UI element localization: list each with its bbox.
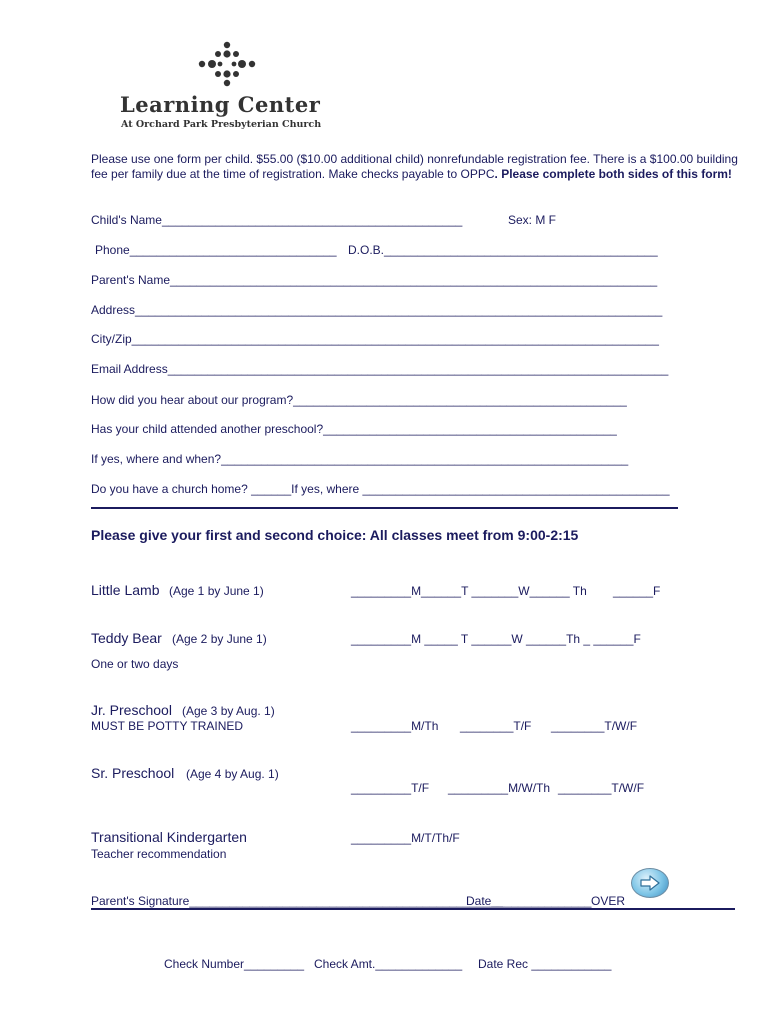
logo-title: Learning Center bbox=[120, 92, 321, 117]
hear-about-field[interactable]: How did you hear about our program?__________________________________________________ bbox=[91, 393, 627, 407]
parent-name-field[interactable]: Parent's Name_________________________________________________________________________ bbox=[91, 273, 658, 287]
class-note-transitional-kindergarten: Teacher recommendation bbox=[91, 847, 227, 861]
over-label: OVER bbox=[591, 894, 626, 908]
attended-preschool-field[interactable]: Has your child attended another preschool?____________________________________________ bbox=[91, 422, 617, 436]
signature-date-field[interactable]: Date_______________ bbox=[466, 894, 592, 908]
flower-logo-icon bbox=[198, 40, 256, 88]
date-received-field[interactable]: Date Rec ____________ bbox=[478, 957, 612, 971]
arrow-right-icon bbox=[639, 875, 661, 891]
church-home-field[interactable]: Do you have a church home? ______If yes, where ______________________________________________ bbox=[91, 482, 670, 496]
child-name-field[interactable]: Child's Name_____________________________________________ bbox=[91, 213, 463, 227]
class-name-transitional-kindergarten: Transitional Kindergarten bbox=[91, 829, 247, 845]
where-when-field[interactable]: If yes, where and when?_____________________________________________________________ bbox=[91, 452, 629, 466]
signature-divider bbox=[91, 908, 735, 910]
check-number-field[interactable]: Check Number_________ bbox=[164, 957, 305, 971]
class-age-jr-preschool: (Age 3 by Aug. 1) bbox=[182, 704, 275, 718]
jr-preschool-twf-option[interactable]: ________T/W/F bbox=[551, 719, 638, 733]
sr-preschool-twf-option[interactable]: ________T/W/F bbox=[558, 781, 645, 795]
intro-paragraph bbox=[91, 152, 741, 182]
class-age-little-lamb: (Age 1 by June 1) bbox=[169, 584, 264, 598]
address-field[interactable]: Address_______________________________________________________________________________ bbox=[91, 303, 663, 317]
jr-preschool-mth-option[interactable]: _________M/Th bbox=[351, 719, 439, 733]
class-note-teddy-bear: One or two days bbox=[91, 657, 179, 671]
little-lamb-friday-option[interactable]: ______F bbox=[613, 584, 661, 598]
class-age-sr-preschool: (Age 4 by Aug. 1) bbox=[186, 767, 279, 781]
sr-preschool-tf-option[interactable]: _________T/F bbox=[351, 781, 430, 795]
phone-field[interactable]: Phone_______________________________ bbox=[95, 243, 337, 257]
class-note-jr-preschool: MUST BE POTTY TRAINED bbox=[91, 719, 244, 733]
transitional-kindergarten-option[interactable]: _________M/T/Th/F bbox=[351, 831, 460, 845]
teddy-bear-days-option[interactable]: _________M _____ T ______W ______Th _ ______F bbox=[351, 632, 641, 646]
choice-heading: Please give your first and second choice: All classes meet from 9:00-2:15 bbox=[91, 527, 579, 543]
class-name-little-lamb: Little Lamb bbox=[91, 582, 160, 598]
next-page-button[interactable] bbox=[631, 868, 669, 898]
sr-preschool-mwth-option[interactable]: _________M/W/Th bbox=[448, 781, 551, 795]
logo-subtitle: At Orchard Park Presbyterian Church bbox=[121, 119, 322, 130]
class-name-teddy-bear: Teddy Bear bbox=[91, 630, 162, 646]
class-name-sr-preschool: Sr. Preschool bbox=[91, 765, 175, 781]
section-divider bbox=[91, 507, 678, 509]
jr-preschool-tf-option[interactable]: ________T/F bbox=[460, 719, 532, 733]
dob-field[interactable]: D.O.B._________________________________________ bbox=[348, 243, 658, 257]
check-amount-field[interactable]: Check Amt._____________ bbox=[314, 957, 463, 971]
email-field[interactable]: Email Address___________________________________________________________________________ bbox=[91, 362, 669, 376]
little-lamb-days-option[interactable]: _________M______T _______W______ Th bbox=[351, 584, 587, 598]
class-age-teddy-bear: (Age 2 by June 1) bbox=[172, 632, 267, 646]
sex-field[interactable]: Sex: M F bbox=[508, 213, 557, 227]
class-name-jr-preschool: Jr. Preschool bbox=[91, 702, 172, 718]
intro-bold-text: . Please complete both sides of this form! bbox=[494, 167, 732, 181]
city-zip-field[interactable]: City/Zip_______________________________________________________________________________ bbox=[91, 332, 659, 346]
parent-signature-field[interactable]: Parent's Signature_______________________________________________ bbox=[91, 894, 504, 908]
intro-text: Please use one form per child. $55.00 ($10.00 additional child) nonrefundable registration fee. There is a $100.00 building fee per family due at the time of registration. Make checks payable to OPPC bbox=[91, 152, 738, 181]
